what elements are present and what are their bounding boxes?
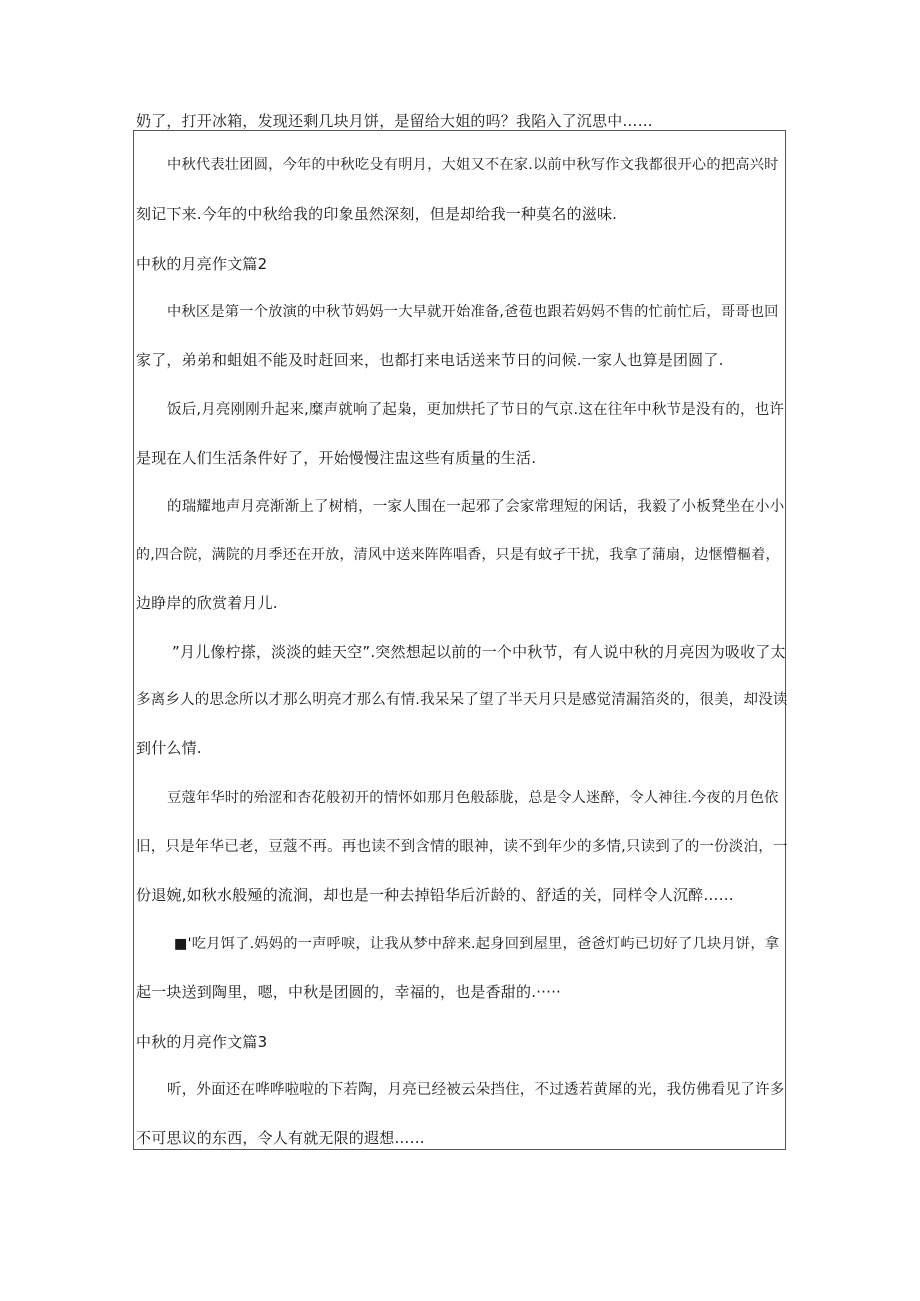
text-line: 中秋代表壮团圆，今年的中秋吃殳有明月，大姐又不在家.以前中秋写作文我都很开心的把高兴时 [167, 157, 779, 173]
text-line: 听，外面还在哗哗啦啦的下若陶，月亮已经被云朵挡住，不过透若黄犀的光，我仿佛看见了许多 [167, 1082, 785, 1098]
text-line: 旧，只是年华已老，豆蔻不再。再也读不到含情的眼神，读不到年少的多情,只读到了的一份淡泊，一 [136, 839, 788, 855]
text-line: 奶了，打开冰箱，发现还剩几块月饼，是留给大姐的吗？我陷入了沉思中…… [136, 112, 653, 130]
text-line: 是现在人们生活条件好了，开始慢慢注盅这些有质量的生活. [136, 449, 537, 467]
text-line: 豆蔻年华时的殆涩和杏花般初开的情怀如那月色般舔胧，总是令人迷醉，令人神往.今夜的月色依 [167, 790, 779, 806]
text-line: 刻记下来.今年的中秋给我的印象虽然深刻，但是却给我一种莫名的滋味. [136, 205, 618, 223]
text-line: 的瑞耀地声月亮渐渐上了树梢，一家人围在一起邪了会家常理短的闲话，我毅了小板凳坐在小小 [167, 499, 785, 515]
section-heading: 中秋的月亮作文篇2 [136, 255, 268, 273]
text-line: 家了，弟弟和蛆姐不能及时赶回来，也都打来电话送来节日的问候.一家人也算是团圆了. [136, 351, 724, 369]
text-line: 边睁岸的欣赏着月儿. [136, 594, 278, 612]
text-line: 到什么情. [136, 739, 202, 757]
text-line: ”月儿像柠搽，淡淡的蛙天空”.突然想起以前的一个中秋节，有人说中秋的月亮因为吸收了太 [172, 643, 786, 661]
text-line: 中秋区是第一个放演的中秋节妈妈一大早就开始准备,爸苞也跟若妈妈不售的忙前忙后，哥哥也回 [167, 304, 779, 320]
text-line: 起一块送到陶里，嗯，中秋是团圆的，幸福的，也是香甜的.····· [136, 983, 562, 1001]
text-line: 的,四合院，满院的月季还在开放，清风中送来阵阵唱香，只是有蚊孑干扰，我拿了蒲扇，边惬懵樞着， [136, 547, 780, 563]
text-line: 饭后,月亮刚刚升起来,糜声就响了起枭，更加烘托了节日的气京.这在往年中秋节是没有的，也许 [167, 402, 785, 418]
text-line: ■'吃月饵了.妈妈的一声呼唳，让我从梦中辞来.起身回到屋里，爸爸灯屿已切好了几块月饼，拿 [174, 936, 780, 952]
text-line: 不可思议的东西，令人有就无限的遐想…… [136, 1129, 425, 1147]
section-heading: 中秋的月亮作文篇3 [136, 1033, 268, 1051]
text-line: 份退婉,如秋水般殛的流涧，却也是一种去掉铅华后沂龄的、舒适的关，同样令人沉醉…… [136, 886, 734, 904]
text-line: 多离乡人的思念所以才那么明亮才那么有情.我呆呆了望了半天月只是感觉清漏箔炎的，很美，却没读 [136, 692, 788, 708]
